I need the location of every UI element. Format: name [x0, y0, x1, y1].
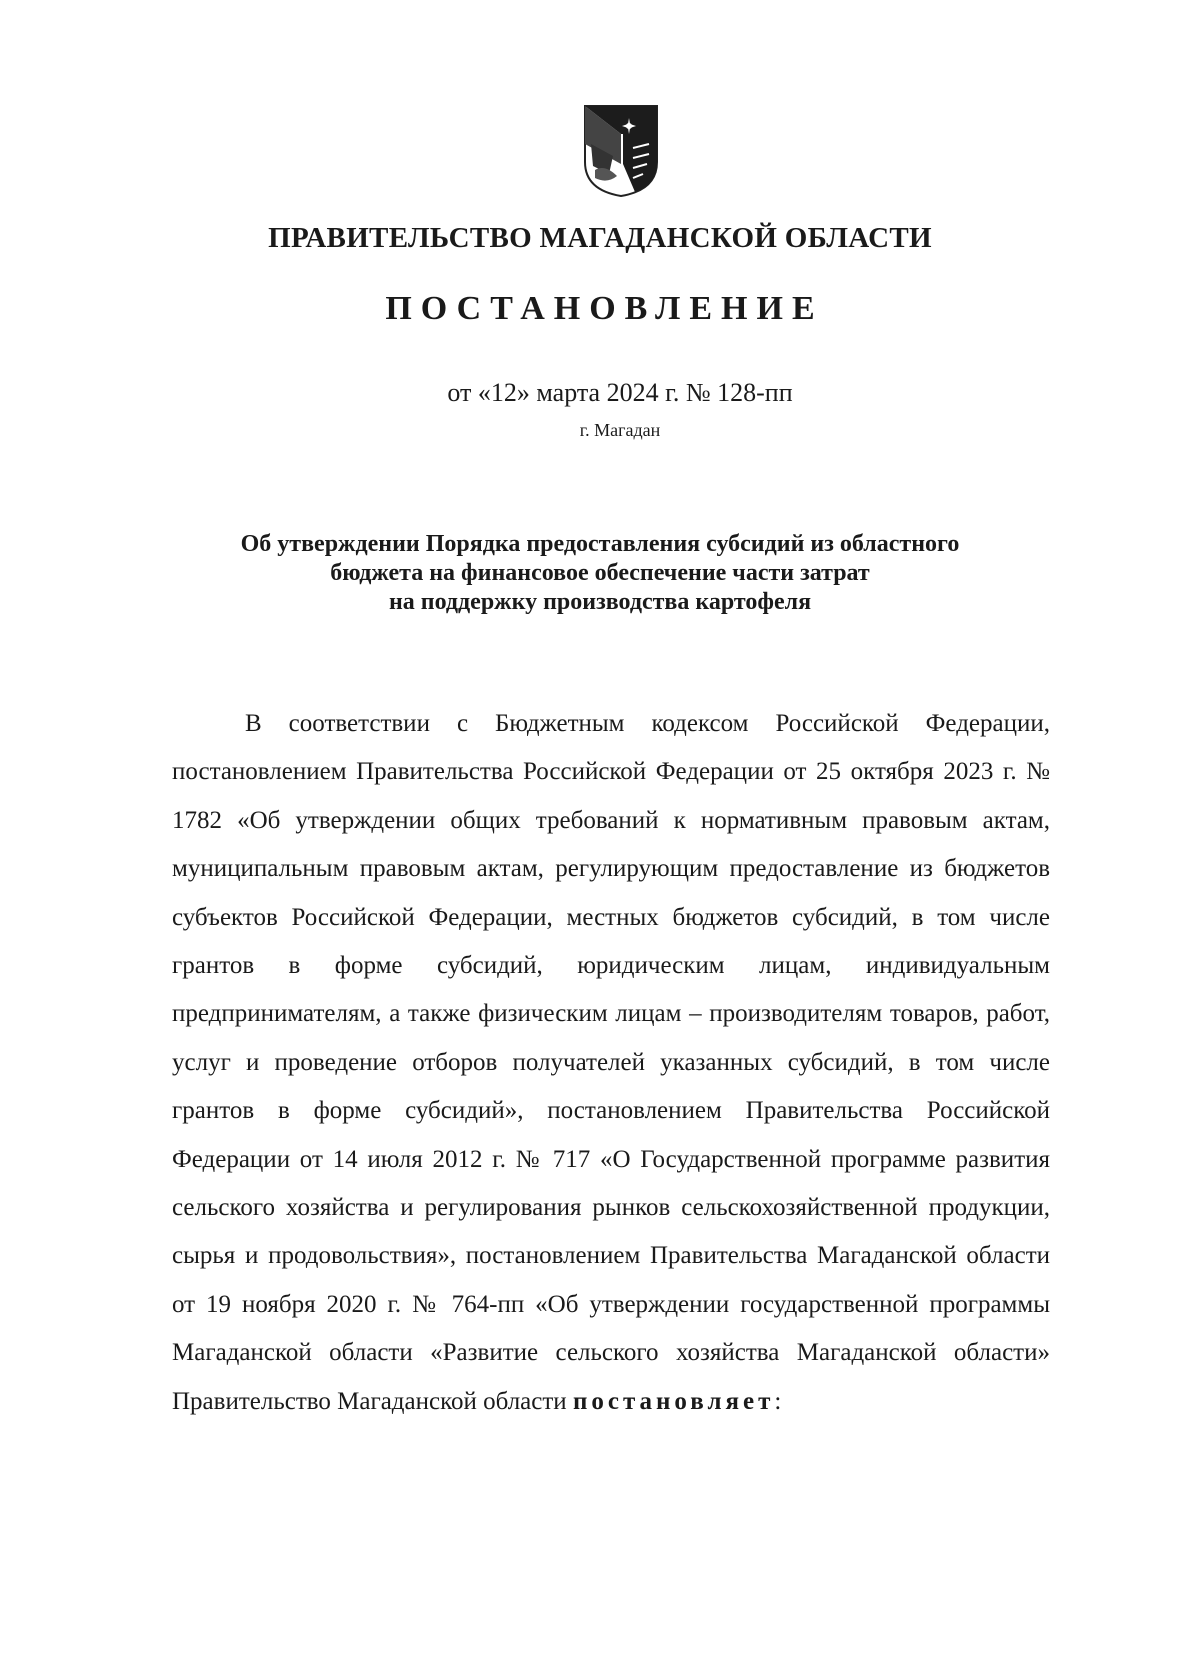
document-type-title: ПОСТАНОВЛЕНИЕ	[385, 290, 824, 327]
document-date-number: от «12» марта 2024 г. № 128-пп	[447, 378, 793, 407]
document-place: г. Магадан	[579, 420, 661, 440]
decree-word: постановляет	[572, 1387, 775, 1415]
subject-line: Об утверждении Порядка предоставления субсидий из областного	[240, 531, 960, 557]
subject-line: бюджета на финансовое обеспечение части затрат	[330, 560, 870, 586]
decree-colon: :	[774, 1387, 782, 1415]
preamble-paragraph	[172, 700, 1050, 1426]
document-subject	[150, 530, 1050, 617]
subject-line: на поддержку производства картофеля	[388, 589, 812, 615]
preamble-text: В соответствии с Бюджетным кодексом Российской Федерации, постановлением Правительства Российской Федерации от 25 октября 2023 г. № 1782 «Об утверждении общих требований к нормативным правовым актам, муниципальным правовым актам, регулирующим предоставление из бюджетов субъектов Российской Федерации, местных бюджетов субсидий, в том числе грантов в форме субсидий, юридическим лицам, индивидуальным предпринимателям, а также физическим лицам – производителям товаров, работ, услуг и проведение отборов получателей указанных субсидий, в том числе грантов в форме субсидий», постановлением Правительства Российской Федерации от 14 июля 2012 г. № 717 «О Государственной программе развития сельского хозяйства и регулирования рынков сельскохозяйственной продукции, сырья и продовольствия», постановлением Правительства Магаданской области от 19 ноября 2020 г. № 764-пп «Об утверждении государственной программы Магаданской области «Развитие сельского хозяйства Магаданской области» Правительство Магаданской области	[172, 710, 1050, 1415]
organization-title: ПРАВИТЕЛЬСТВО МАГАДАНСКОЙ ОБЛАСТИ	[268, 222, 932, 254]
magadan-coat-of-arms-icon	[583, 104, 659, 198]
